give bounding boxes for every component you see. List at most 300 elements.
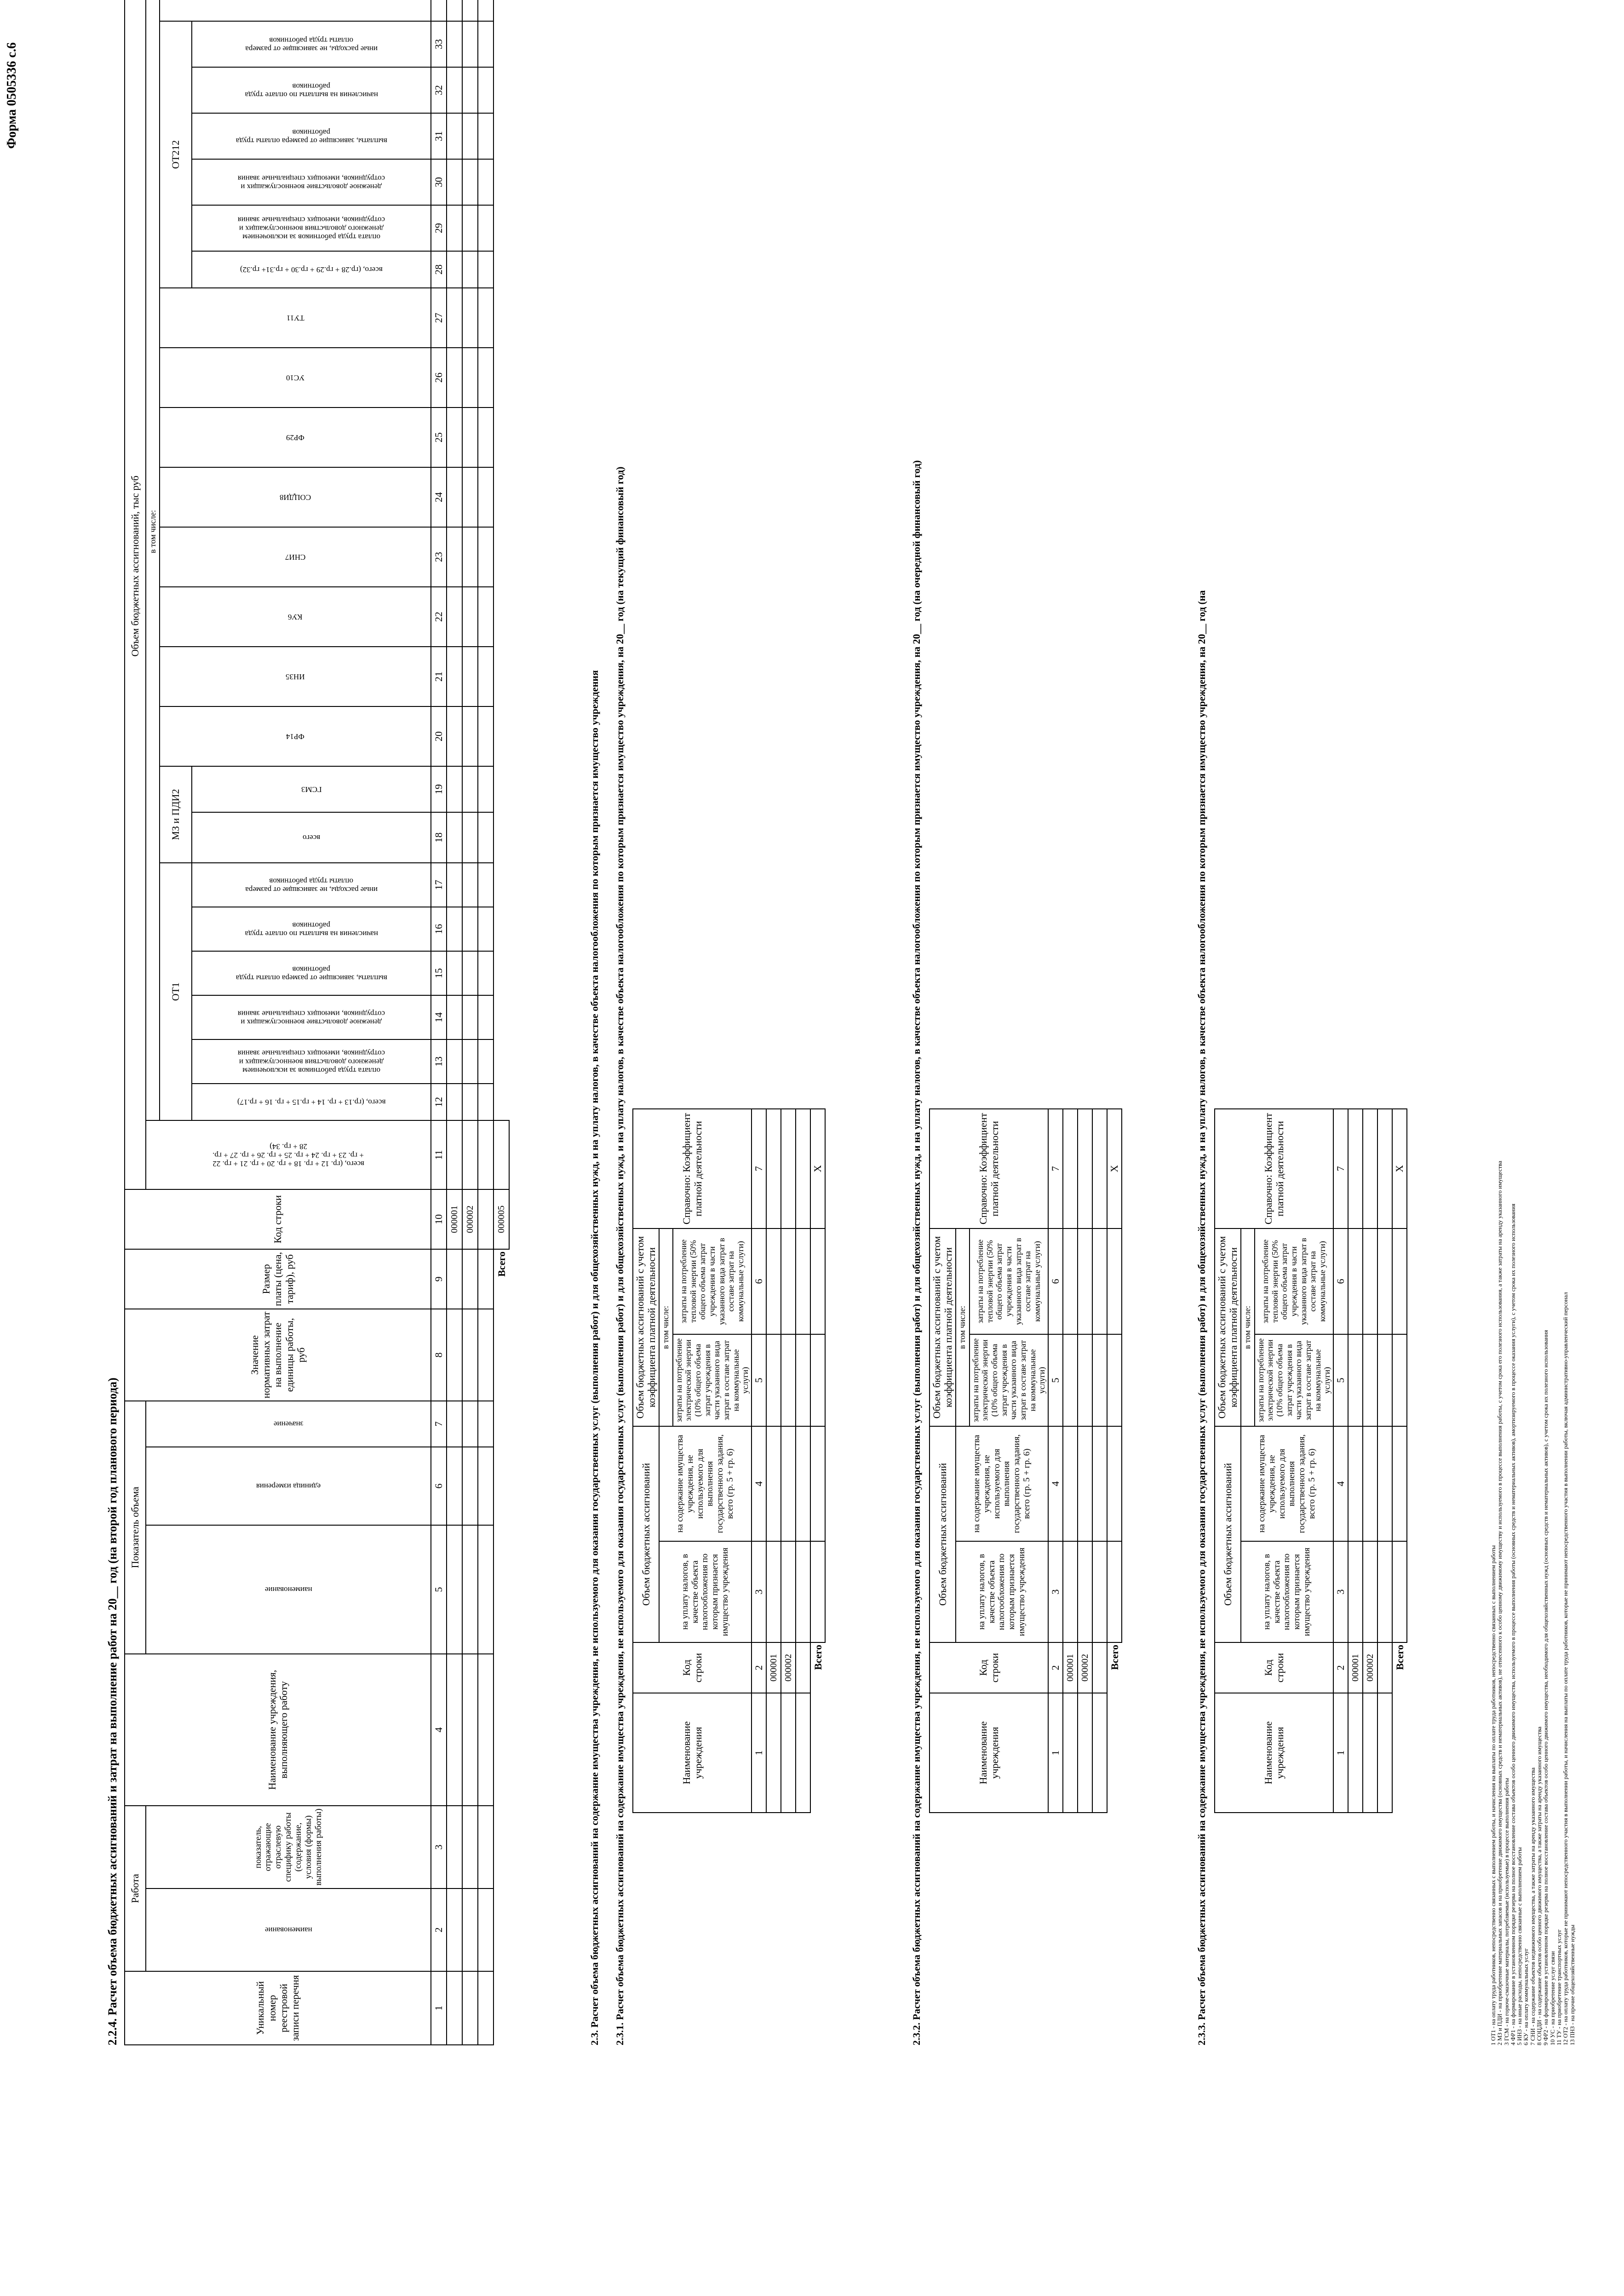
hdr-row-code: Код строки xyxy=(125,1189,431,1249)
hdr-tu: ТУ11 xyxy=(160,288,431,348)
data-cell[interactable] xyxy=(478,1525,494,1654)
data-cell[interactable] xyxy=(462,1806,478,1888)
hdr-including: в том числе: xyxy=(956,1228,970,1426)
data-cell[interactable] xyxy=(462,527,478,587)
column-number: 28 xyxy=(431,251,447,288)
hdr-maintenance: на содержание имущества учреждения, не используемого для выполнения государственного задания, всего (гр. 5 + гр. 6) xyxy=(1241,1426,1334,1541)
subsection-table xyxy=(929,1108,1122,1813)
data-cell[interactable] xyxy=(1092,1228,1107,1334)
data-cell[interactable] xyxy=(478,1039,494,1084)
total-cell[interactable] xyxy=(1107,1426,1122,1541)
data-cell[interactable] xyxy=(781,1228,796,1334)
column-number: 32 xyxy=(431,67,447,113)
x-mark: X xyxy=(810,1109,825,1228)
data-cell[interactable] xyxy=(781,1541,796,1642)
column-number: 6 xyxy=(431,1447,447,1525)
data-cell[interactable] xyxy=(478,647,494,706)
data-cell[interactable] xyxy=(478,706,494,766)
hdr-ot2-total: всего, (гр.28 + гр.29 + гр.30 + гр.31+ гр.32) xyxy=(192,251,431,288)
data-cell[interactable] xyxy=(1377,1109,1392,1228)
row-code: 000002 xyxy=(1078,1642,1092,1693)
data-cell[interactable] xyxy=(478,907,494,951)
hdr-budget-volume: Объем бюджетных ассигнований xyxy=(633,1426,659,1642)
hdr-maintenance: на содержание имущества учреждения, не используемого для выполнения государственного задания, всего (гр. 5 + гр. 6) xyxy=(659,1426,752,1541)
table-row xyxy=(478,0,494,2045)
data-cell[interactable] xyxy=(462,159,478,205)
data-cell[interactable] xyxy=(1078,1228,1092,1334)
data-cell[interactable] xyxy=(447,21,462,67)
data-cell[interactable] xyxy=(447,67,462,113)
data-cell[interactable] xyxy=(766,1334,781,1426)
data-cell[interactable] xyxy=(462,647,478,706)
column-number: 19 xyxy=(431,766,447,812)
footnote: 9 ФР2 - на формирование в установленном порядке резерва на полное восстановление состава объектов особо ценного движимого имущества, необходимого для общехозяйственных нужд (основных средств и нематериальных активов), с учетом срока их полезного использования xyxy=(1542,1330,1549,2045)
data-cell[interactable] xyxy=(462,1654,478,1806)
data-cell[interactable] xyxy=(462,288,478,348)
hdr-row-code: Код строки xyxy=(930,1642,1048,1693)
hdr-ot1-other: иные расходы, не зависящие от размера оплаты труда работников xyxy=(192,863,431,907)
data-cell[interactable] xyxy=(478,527,494,587)
data-cell[interactable] xyxy=(781,1426,796,1541)
subsection-table xyxy=(1214,1108,1407,1813)
total-cell[interactable] xyxy=(1107,1228,1122,1334)
data-cell[interactable] xyxy=(1092,1693,1107,1813)
data-cell[interactable] xyxy=(447,113,462,159)
column-number: 2 xyxy=(1048,1642,1063,1693)
data-cell[interactable] xyxy=(462,1401,478,1447)
hdr-reference: Справочно: Коэффициент платной деятельности xyxy=(633,1109,752,1228)
data-cell[interactable] xyxy=(478,113,494,159)
hdr-ot1-military: денежное довольствие военнослужащих и сотрудников, имеющих специальные звания xyxy=(192,995,431,1039)
hdr-normative-cost: Значение нормативных затрат на выполнение единицы работы, руб xyxy=(125,1309,431,1401)
table-row xyxy=(462,0,478,2045)
column-number: 6 xyxy=(1048,1228,1063,1334)
column-number: 12 xyxy=(431,1084,447,1120)
column-number: 18 xyxy=(431,812,447,863)
data-cell[interactable] xyxy=(1363,1228,1377,1334)
hdr-electricity: затраты на потребление электрической энергии (10% общего объема затрат учреждения в части указанного вида затрат в составе затрат на коммунальные услуги) xyxy=(673,1334,752,1426)
column-number: 27 xyxy=(431,288,447,348)
footnotes xyxy=(1490,1161,1576,2045)
data-cell[interactable] xyxy=(462,1039,478,1084)
hdr-institution: Наименование учреждения xyxy=(930,1693,1048,1813)
total-cell[interactable] xyxy=(1392,1228,1407,1334)
data-cell[interactable] xyxy=(462,1888,478,1971)
data-cell[interactable] xyxy=(1063,1109,1078,1228)
hdr-heat: затраты на потребление тепловой энергии (50% общего объема затрат учреждения в части указанного вида затрат в составе затрат на коммунальные услуги) xyxy=(1255,1228,1334,1334)
data-cell[interactable] xyxy=(796,1228,810,1334)
column-number: 1 xyxy=(1048,1693,1063,1813)
hdr-maintenance: на содержание имущества учреждения, не используемого для выполнения государственного задания, всего (гр. 5 + гр. 6) xyxy=(956,1426,1049,1541)
total-code: 000005 xyxy=(494,1189,509,1249)
data-cell[interactable] xyxy=(1377,1426,1392,1541)
column-number: 7 xyxy=(431,1401,447,1447)
total-cell[interactable] xyxy=(1392,1426,1407,1541)
data-cell[interactable] xyxy=(462,21,478,67)
data-cell[interactable] xyxy=(478,1447,494,1525)
hdr-ot2-accruals: начисления на выплаты по оплате труда работников xyxy=(192,67,431,113)
form-code: Форма 0505336 с.6 xyxy=(5,42,19,149)
total-cell[interactable] xyxy=(1107,1334,1122,1426)
data-cell[interactable] xyxy=(478,812,494,863)
data-cell[interactable] xyxy=(478,1654,494,1806)
column-number: 14 xyxy=(431,995,447,1039)
data-cell[interactable] xyxy=(781,1334,796,1426)
column-number: 15 xyxy=(431,951,447,995)
hdr-ku: КУ6 xyxy=(160,587,431,647)
data-cell[interactable] xyxy=(1078,1426,1092,1541)
data-cell[interactable] xyxy=(447,1120,462,1189)
table-224 xyxy=(124,0,510,2045)
data-cell[interactable] xyxy=(447,1888,462,1971)
hdr-ot1-pay: оплата труда работников за исключением денежного довольствия военнослужащих и сотрудников, имеющих специальные звания xyxy=(192,1039,431,1084)
data-cell[interactable] xyxy=(478,863,494,907)
table-row xyxy=(1063,1109,1078,1813)
data-cell[interactable] xyxy=(447,1654,462,1806)
total-label: Всего xyxy=(812,1645,824,1670)
data-cell[interactable] xyxy=(1348,1109,1363,1228)
hdr-electricity: затраты на потребление электрической энергии (10% общего объема затрат учреждения в части указанного вида затрат в составе затрат на коммунальные услуги) xyxy=(1255,1334,1334,1426)
hdr-work: Работа xyxy=(125,1806,146,1971)
data-cell[interactable] xyxy=(447,1039,462,1084)
data-cell[interactable] xyxy=(1092,1426,1107,1541)
data-cell[interactable] xyxy=(478,1189,494,1249)
data-cell[interactable] xyxy=(1092,1642,1107,1693)
data-cell[interactable] xyxy=(447,159,462,205)
data-cell[interactable] xyxy=(462,812,478,863)
footnote: 7 СНИ - на содержание объектов недвижимого имущества, а также затраты на аренду указанного имущества xyxy=(1529,1767,1536,2045)
column-number: 21 xyxy=(431,647,447,706)
section-224-title: 2.2.4. Расчет объема бюджетных ассигнований и затрат на выполнение работ на 20__ год (на второй год планового периода) xyxy=(106,1378,119,2045)
data-cell[interactable] xyxy=(447,408,462,467)
data-cell[interactable] xyxy=(462,907,478,951)
data-cell[interactable] xyxy=(796,1693,810,1813)
row-code: 000001 xyxy=(447,1189,462,1249)
data-cell[interactable] xyxy=(1092,1334,1107,1426)
data-cell[interactable] xyxy=(766,1426,781,1541)
data-cell[interactable] xyxy=(462,408,478,467)
column-number: 17 xyxy=(431,863,447,907)
column-number: 31 xyxy=(431,113,447,159)
data-cell[interactable] xyxy=(447,1525,462,1654)
total-row xyxy=(810,1109,825,1813)
data-cell[interactable] xyxy=(1078,1693,1092,1813)
hdr-coef: Объем бюджетных ассигнований с учетом коэффициента платной деятельности xyxy=(1215,1228,1241,1426)
hdr-mz-pdp: МЗ и ПДИ2 xyxy=(160,766,192,863)
data-cell[interactable] xyxy=(1377,1642,1392,1693)
data-cell[interactable] xyxy=(447,467,462,527)
data-cell[interactable] xyxy=(462,0,478,21)
hdr-fee-size: Размер платы (цена, тариф), руб xyxy=(125,1249,431,1309)
data-cell[interactable] xyxy=(1363,1334,1377,1426)
hdr-ot1-payments: выплаты, зависящие от размера оплаты труда работников xyxy=(192,951,431,995)
total-cell[interactable] xyxy=(810,1228,825,1334)
footnote: 8 СОЦДИ - на содержание объектов особо ценного движимого имущества, а также затраты на аренду указанного имущества xyxy=(1536,1726,1543,2045)
data-cell[interactable] xyxy=(781,1109,796,1228)
data-cell[interactable] xyxy=(447,527,462,587)
column-number: 4 xyxy=(752,1426,766,1541)
hdr-fr2: ФР29 xyxy=(160,408,431,467)
column-number: 10 xyxy=(431,1189,447,1249)
data-cell[interactable] xyxy=(478,1249,494,1309)
column-number: 6 xyxy=(752,1228,766,1334)
data-cell[interactable] xyxy=(447,251,462,288)
total-cell[interactable] xyxy=(810,1426,825,1541)
subsection-table xyxy=(632,1108,826,1813)
data-cell[interactable] xyxy=(462,67,478,113)
hdr-heat: затраты на потребление тепловой энергии (50% общего объема затрат учреждения в части указанного вида затрат в составе затрат на коммунальные услуги) xyxy=(970,1228,1049,1334)
data-cell[interactable] xyxy=(766,1693,781,1813)
data-cell[interactable] xyxy=(478,951,494,995)
data-cell[interactable] xyxy=(447,1447,462,1525)
data-cell[interactable] xyxy=(478,1401,494,1447)
data-cell[interactable] xyxy=(447,863,462,907)
data-cell[interactable] xyxy=(462,1447,478,1525)
data-cell[interactable] xyxy=(447,205,462,251)
data-cell[interactable] xyxy=(462,587,478,647)
data-cell[interactable] xyxy=(447,0,462,21)
data-cell[interactable] xyxy=(1063,1228,1078,1334)
total-cell[interactable] xyxy=(494,1120,509,1189)
data-cell[interactable] xyxy=(1092,1541,1107,1642)
hdr-sni: СНИ7 xyxy=(160,527,431,587)
data-cell[interactable] xyxy=(1063,1334,1078,1426)
column-number-row xyxy=(752,1109,766,1813)
hdr-taxes: на уплату налогов, в качестве объекта налогообложения по которым признается имущество учреждения xyxy=(659,1541,752,1642)
data-cell[interactable] xyxy=(462,766,478,812)
hdr-inz: ИНЗ5 xyxy=(160,647,431,706)
data-cell[interactable] xyxy=(1348,1693,1363,1813)
hdr-registry-number: Уникальный номер реестровой записи перечня xyxy=(125,1971,431,2045)
row-code: 000001 xyxy=(1063,1642,1078,1693)
footnote: 6 КУ - на оплату коммунальных услуг xyxy=(1522,1948,1530,2045)
column-number: 26 xyxy=(431,348,447,408)
data-cell[interactable] xyxy=(1092,1109,1107,1228)
subsection-title: 2.3.1. Расчет объема бюджетных ассигнований на содержание имущества учреждения, не используемого для оказания государственных услуг (выполнения работ) и для общехозяйственных нужд, и на уплату налогов, в качестве объекта налогообложения по которым признается имущество учреждения, на 20__ год (на текущий финансовый год) xyxy=(614,466,625,2045)
data-cell[interactable] xyxy=(1363,1426,1377,1541)
hdr-row-code: Код строки xyxy=(633,1642,752,1693)
data-cell[interactable] xyxy=(766,1541,781,1642)
data-cell[interactable] xyxy=(447,1084,462,1120)
data-cell[interactable] xyxy=(478,205,494,251)
table-row xyxy=(1092,1109,1107,1813)
data-cell[interactable] xyxy=(462,1525,478,1654)
data-cell[interactable] xyxy=(478,766,494,812)
total-cell[interactable] xyxy=(810,1334,825,1426)
column-number-row xyxy=(1048,1109,1063,1813)
hdr-ot2-military: денежное довольствие военнослужащих и сотрудников, имеющих специальные звания xyxy=(192,159,431,205)
data-cell[interactable] xyxy=(462,1084,478,1120)
data-cell[interactable] xyxy=(462,348,478,408)
data-cell[interactable] xyxy=(1363,1693,1377,1813)
table-row xyxy=(447,0,462,2045)
data-cell[interactable] xyxy=(478,1120,494,1189)
hdr-row-code: Код строки xyxy=(1215,1642,1333,1693)
data-cell[interactable] xyxy=(1363,1541,1377,1642)
data-cell[interactable] xyxy=(796,1334,810,1426)
data-cell[interactable] xyxy=(447,587,462,647)
column-number: 25 xyxy=(431,408,447,467)
data-cell[interactable] xyxy=(462,1309,478,1401)
data-cell[interactable] xyxy=(766,1109,781,1228)
data-cell[interactable] xyxy=(1063,1426,1078,1541)
data-cell[interactable] xyxy=(478,467,494,527)
data-cell[interactable] xyxy=(478,159,494,205)
data-cell[interactable] xyxy=(478,67,494,113)
hdr-mz-total: всего xyxy=(192,812,431,863)
data-cell[interactable] xyxy=(447,1806,462,1888)
row-code: 000002 xyxy=(462,1189,478,1249)
data-cell[interactable] xyxy=(478,1806,494,1888)
hdr-ot2-other: иные расходы, не зависящие от размера оплаты труда работников xyxy=(192,21,431,67)
column-number: 1 xyxy=(1333,1693,1348,1813)
hdr-coef: Объем бюджетных ассигнований с учетом коэффициента платной деятельности xyxy=(633,1228,659,1426)
data-cell[interactable] xyxy=(478,587,494,647)
data-cell[interactable] xyxy=(447,348,462,408)
data-cell[interactable] xyxy=(1377,1693,1392,1813)
data-cell[interactable] xyxy=(447,951,462,995)
hdr-electricity: затраты на потребление электрической энергии (10% общего объема затрат учреждения в части указанного вида затрат в составе затрат на коммунальные услуги) xyxy=(970,1334,1049,1426)
hdr-vi-unit: единица измерения xyxy=(146,1447,431,1525)
footnote: 3 ГСМ - на горюче-смазочные материалы, потребляемые (используемые) в процессе выполнения работы xyxy=(1503,1778,1510,2045)
data-cell[interactable] xyxy=(462,205,478,251)
column-number: 2 xyxy=(431,1888,447,1971)
data-cell[interactable] xyxy=(1348,1541,1363,1642)
total-label: Всего xyxy=(1394,1645,1406,1670)
data-cell[interactable] xyxy=(478,995,494,1039)
data-cell[interactable] xyxy=(478,1309,494,1401)
data-cell[interactable] xyxy=(447,1249,462,1309)
column-number: 3 xyxy=(1333,1541,1348,1642)
column-number: 3 xyxy=(431,1806,447,1888)
data-cell[interactable] xyxy=(478,0,494,21)
subsection-title: 2.3.3. Расчет объема бюджетных ассигнований на содержание имущества учреждения, не используемого для оказания государственных услуг (выполнения работ) и для общехозяйственных нужд, и на уплату налогов, в качестве объекта налогообложения по которым признается имущество учреждения, на 20__ год (на xyxy=(1196,590,1207,2045)
data-cell[interactable] xyxy=(447,706,462,766)
hdr-heat: затраты на потребление тепловой энергии (50% общего объема затрат учреждения в части указанного вида затрат в составе затрат на коммунальные услуги) xyxy=(673,1228,752,1334)
data-cell[interactable] xyxy=(462,951,478,995)
data-cell[interactable] xyxy=(796,1109,810,1228)
hdr-vi-name: наименование xyxy=(146,1525,431,1654)
column-number: 23 xyxy=(431,527,447,587)
data-cell[interactable] xyxy=(781,1693,796,1813)
data-cell[interactable] xyxy=(462,995,478,1039)
data-cell[interactable] xyxy=(1078,1334,1092,1426)
data-cell[interactable] xyxy=(462,113,478,159)
hdr-ot1-total: всего, (гр.13 + гр. 14 + гр.15 + гр. 16 + гр.17) xyxy=(192,1084,431,1120)
column-number: 16 xyxy=(431,907,447,951)
data-cell[interactable] xyxy=(478,1084,494,1120)
column-number: 11 xyxy=(431,1120,447,1189)
data-cell[interactable] xyxy=(478,408,494,467)
data-cell[interactable] xyxy=(478,348,494,408)
data-cell[interactable] xyxy=(1348,1228,1363,1334)
hdr-reference: Справочно: Коэффициент платной деятельности xyxy=(930,1109,1048,1228)
hdr-coef: Объем бюджетных ассигнований с учетом коэффициента платной деятельности xyxy=(930,1228,956,1426)
data-cell[interactable] xyxy=(1348,1334,1363,1426)
column-number: 3 xyxy=(1048,1541,1063,1642)
data-cell[interactable] xyxy=(447,995,462,1039)
data-cell[interactable] xyxy=(447,647,462,706)
total-cell[interactable] xyxy=(1392,1334,1407,1426)
column-number xyxy=(431,0,447,21)
data-cell[interactable] xyxy=(1078,1541,1092,1642)
data-cell[interactable] xyxy=(1348,1426,1363,1541)
data-cell[interactable] xyxy=(447,907,462,951)
column-number: 5 xyxy=(1048,1334,1063,1426)
footnote: 1 ОТ1 - на оплату труда работников, непосредственно связанных с выполнением работы, и начисления на выплаты по оплате труда работников, непосредственно связанных с выполнением работы xyxy=(1490,1545,1497,2045)
data-cell[interactable] xyxy=(1377,1334,1392,1426)
data-cell[interactable] xyxy=(447,1401,462,1447)
column-number: 9 xyxy=(431,1249,447,1309)
data-cell[interactable] xyxy=(462,1120,478,1189)
column-number: 5 xyxy=(1333,1334,1348,1426)
data-cell[interactable] xyxy=(462,706,478,766)
data-cell[interactable] xyxy=(447,1971,462,2045)
hdr-total-formula: всего, (гр. 12 + гр. 18 + гр. 20 + гр. 21 + гр. 22 + гр. 23 + гр. 24 + гр. 25 + гр. 26 + гр. 27 + гр. 28 + гр. 34) xyxy=(146,1120,431,1189)
data-cell[interactable] xyxy=(462,863,478,907)
data-cell[interactable] xyxy=(462,251,478,288)
data-cell[interactable] xyxy=(766,1228,781,1334)
column-number: 13 xyxy=(431,1039,447,1084)
total-row xyxy=(494,0,509,2045)
data-cell[interactable] xyxy=(1063,1693,1078,1813)
data-cell[interactable] xyxy=(1078,1109,1092,1228)
data-cell[interactable] xyxy=(1377,1541,1392,1642)
data-cell[interactable] xyxy=(796,1642,810,1693)
total-cell[interactable] xyxy=(1107,1541,1122,1642)
data-cell[interactable] xyxy=(462,467,478,527)
data-cell[interactable] xyxy=(478,1888,494,1971)
column-number: 4 xyxy=(1048,1426,1063,1541)
data-cell[interactable] xyxy=(1363,1109,1377,1228)
hdr-including: в том числе: xyxy=(146,0,160,1120)
x-mark: X xyxy=(1107,1109,1122,1228)
data-cell[interactable] xyxy=(447,812,462,863)
data-cell[interactable] xyxy=(1063,1541,1078,1642)
hdr-budget-volume: Объем бюджетных ассигнований, тыс руб xyxy=(125,0,146,1189)
hdr-taxes: на уплату налогов, в качестве объекта налогообложения по которым признается имущество учреждения xyxy=(956,1541,1049,1642)
data-cell[interactable] xyxy=(447,766,462,812)
column-number: 2 xyxy=(752,1642,766,1693)
column-number-row xyxy=(431,0,447,2045)
data-cell[interactable] xyxy=(478,288,494,348)
data-cell[interactable] xyxy=(462,1249,478,1309)
column-number: 30 xyxy=(431,159,447,205)
column-number: 29 xyxy=(431,205,447,251)
data-cell[interactable] xyxy=(478,251,494,288)
hdr-including: в том числе: xyxy=(659,1228,673,1426)
column-number: 2 xyxy=(1333,1642,1348,1693)
hdr-us: УС10 xyxy=(160,348,431,408)
total-cell[interactable] xyxy=(1392,1541,1407,1642)
hdr-ot2: ОТ212 xyxy=(160,21,192,288)
table-row xyxy=(1078,1109,1092,1813)
data-cell[interactable] xyxy=(447,288,462,348)
hdr-vi-value: значение xyxy=(146,1401,431,1447)
data-cell[interactable] xyxy=(447,1309,462,1401)
data-cell[interactable] xyxy=(796,1426,810,1541)
data-cell[interactable] xyxy=(1377,1228,1392,1334)
hdr-sotsdi: СОЦДИ8 xyxy=(160,467,431,527)
column-number: 1 xyxy=(431,1971,447,2045)
data-cell[interactable] xyxy=(478,1971,494,2045)
data-cell[interactable] xyxy=(796,1541,810,1642)
data-cell[interactable] xyxy=(462,1971,478,2045)
hdr-taxes: на уплату налогов, в качестве объекта налогообложения по которым признается имущество учреждения xyxy=(1241,1541,1334,1642)
total-cell[interactable] xyxy=(810,1541,825,1642)
data-cell[interactable] xyxy=(478,21,494,67)
hdr-institution: Наименование учреждения xyxy=(633,1693,752,1813)
